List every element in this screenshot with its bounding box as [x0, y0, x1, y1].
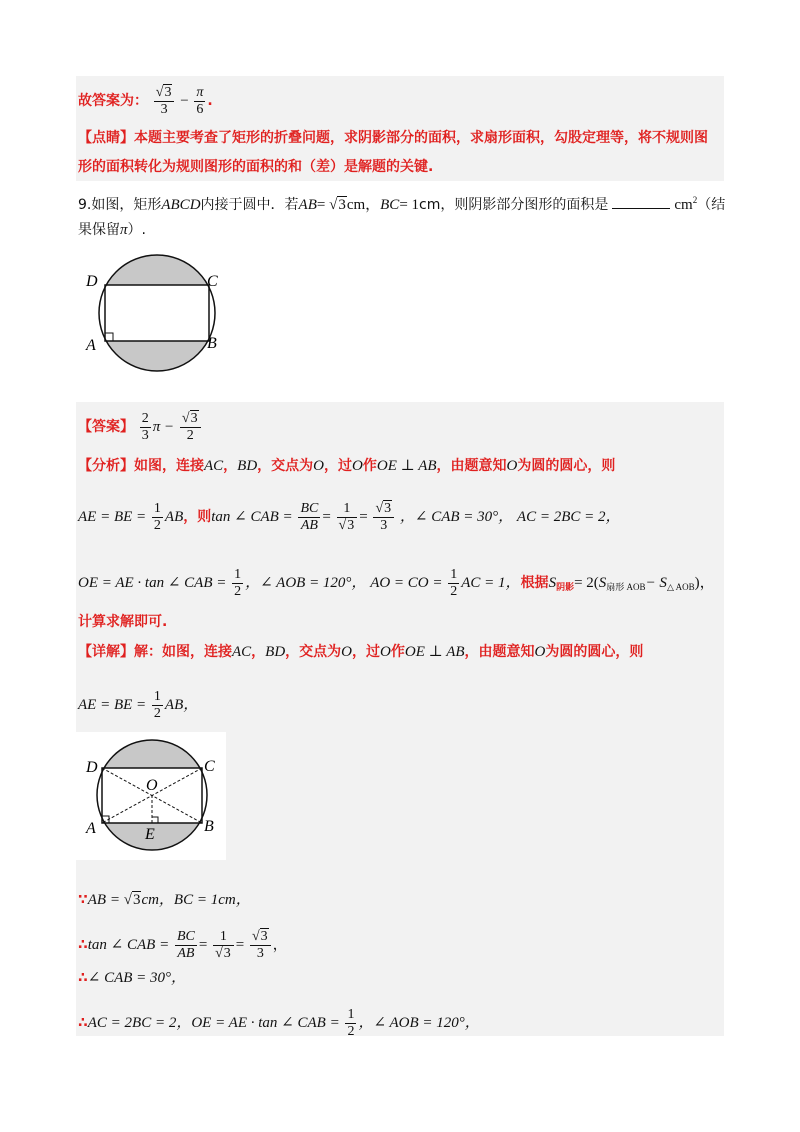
step-3: ∴∠ CAB = 30°，: [78, 970, 187, 986]
comment-line-1: 【点睛】本题主要考查了矩形的折叠问题，求阴影部分的面积，求扇形面积，勾股定理等，将不规则图: [78, 130, 708, 146]
analysis-line-2: AE = BE = $\frac{1}{2}$ AB，则tan ∠ CAB = $\frac{BC}{AB}$ = $\frac{1}{√3}$ = $\frac{√3}{3}$ ，∠ CAB = 30°， AC = 2BC = 2，: [78, 501, 621, 533]
step-2: ∴tan ∠ CAB = $\frac{BC}{AB}$ = $\frac{1}{√3}$ = $\frac{√3}{3}$ ，: [78, 929, 288, 961]
label-D-2: D: [86, 759, 98, 776]
comment-line-2: 形的面积转化为规则图形的面积的和（差）是解题的关键.: [78, 159, 434, 175]
label-B: B: [207, 335, 217, 352]
analysis-line-1: 【分析】如图，连接AC，BD，交点为O，过O作OE ⊥ AB，由题意知O为圆的圆心，则: [78, 458, 616, 474]
label-C-2: C: [204, 758, 215, 775]
final-answer-line: 故答案为： $\frac{√3}{3}$ − $\frac{\pi}{6}$ .: [78, 85, 213, 117]
label-B-2: B: [204, 818, 214, 835]
rectangle: [105, 285, 209, 341]
label-A: A: [86, 337, 96, 354]
detail-line-1: 【详解】解：如图，连接AC，BD，交点为O，过O作OE ⊥ AB，由题意知O为圆的圆心，则: [78, 644, 644, 660]
step-4: ∴AC = 2BC = 2，OE = AE · tan ∠ CAB = $\frac{1}{2}$ ，∠ AOB = 120°，: [78, 1007, 480, 1039]
figure-circle-rectangle-diagonals: [82, 735, 232, 859]
label-D: D: [86, 273, 98, 290]
question-line-1: 9.如图，矩形ABCD内接于圆中．若AB= √3cm，BC= 1cm，则阴影部分图形的面积是 $cm^2$（结: [78, 195, 726, 213]
label-A-2: A: [86, 820, 96, 837]
detail-line-2: AE = BE = $\frac{1}{2}$ AB，: [78, 689, 199, 721]
question-line-2: 果保留π）.: [78, 222, 146, 238]
analysis-line-3: OE = AE · tan ∠ CAB = $\frac{1}{2}$ ，∠ AOB = 120°， AO = CO = $\frac{1}{2}$ AC = 1，根据$S_{阴影}= 2(S_{扇形 AOB}- S_{\triangle AOB})$，: [78, 567, 715, 599]
step-1: ∵AB = √3cm，BC = 1cm，: [78, 892, 251, 908]
label-E: E: [145, 826, 155, 843]
label-C: C: [207, 273, 218, 290]
label-O: O: [146, 777, 158, 794]
answer-blank: [612, 194, 670, 209]
figure-circle-rectangle: [82, 252, 232, 384]
analysis-line-4: 计算求解即可.: [78, 614, 168, 630]
answer-line: 【答案】 $\frac{2}{3}$ π − $\frac{√3}{2}$: [78, 412, 203, 443]
